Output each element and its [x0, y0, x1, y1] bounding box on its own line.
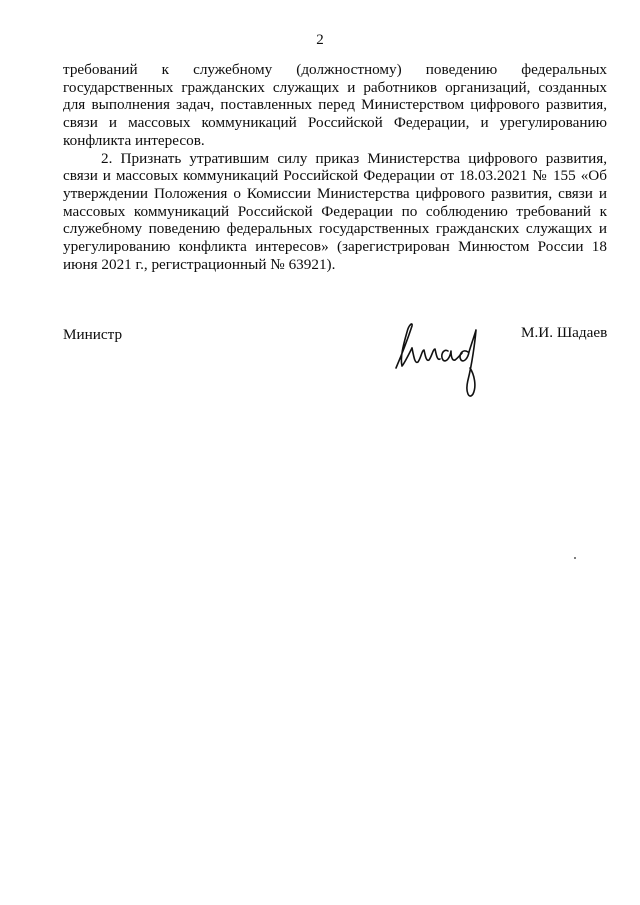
scan-speck	[574, 557, 576, 559]
document-body	[63, 61, 607, 273]
paragraph-continuation: требований к служебному (должностному) поведению федеральных государственных гражданских служащих и работников организаций, созданных для выполнения задач, поставленных перед Министерством цифрового развития, связи и массовых коммуникаций Российской Федерации, и урегулированию конфликта интересов.	[63, 61, 607, 149]
handwritten-signature	[388, 318, 508, 404]
signatory-name: М.И. Шадаев	[521, 324, 608, 341]
signatory-title: Министр	[63, 326, 123, 343]
page-number: 2	[316, 32, 324, 48]
paragraph-item-2: 2. Признать утратившим силу приказ Министерства цифрового развития, связи и массовых коммуникаций Российской Федерации от 18.03.2021 № 155 «Об утверждении Положения о Комиссии Министерства цифрового развития, связи и массовых коммуникаций Российской Федерации по соблюдению требований к служебному поведению федеральных государственных гражданских служащих и урегулированию конфликта интересов» (зарегистрирован Минюстом России 18 июня 2021 г., регистрационный № 63921).	[63, 149, 607, 273]
